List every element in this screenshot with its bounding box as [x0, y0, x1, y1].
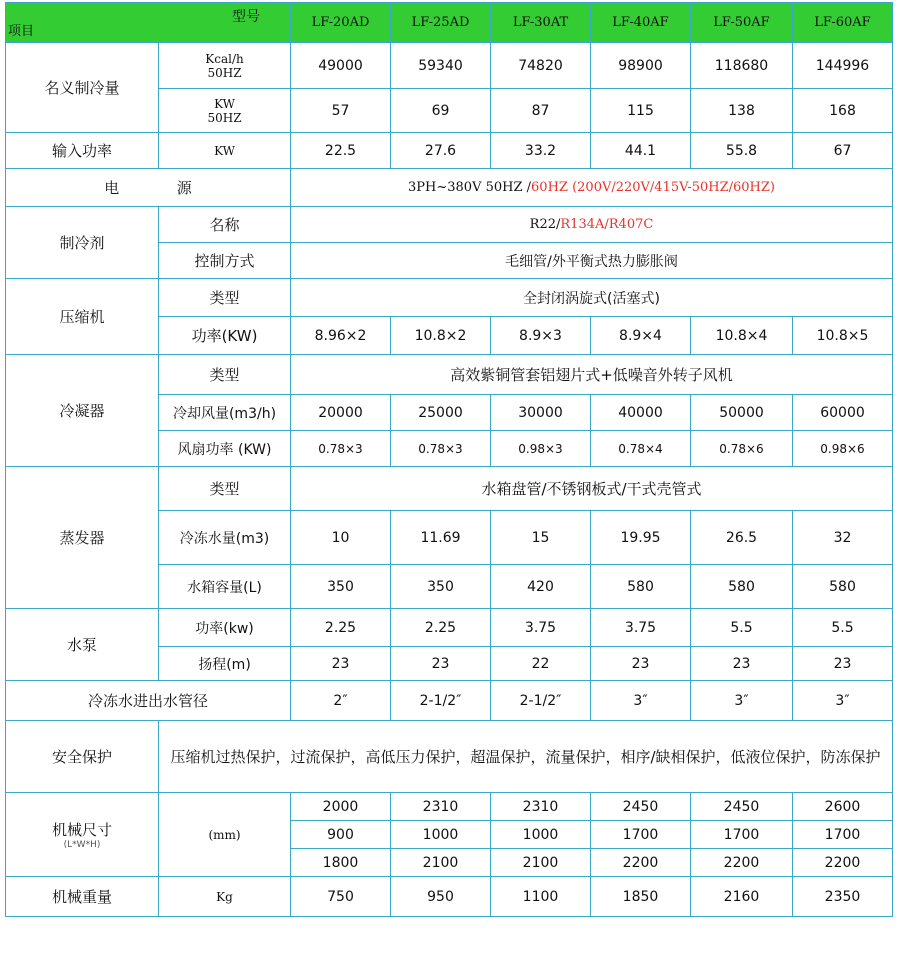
header-corner	[6, 3, 291, 43]
evaporator-type-value: 水箱盘管/不锈钢板式/干式壳管式	[291, 467, 893, 511]
value-cell: 23	[291, 647, 391, 681]
weight-label: 机械重量	[6, 877, 159, 917]
value-cell: 55.8	[691, 133, 793, 169]
value-cell: 22.5	[291, 133, 391, 169]
safety-value: 压缩机过热保护，过流保护，高低压力保护，超温保护，流量保护，相序/缺相保护，低液位保护，防冻保护	[159, 721, 893, 793]
value-cell: 580	[691, 565, 793, 609]
dimensions-label	[6, 793, 159, 877]
value-cell: 27.6	[391, 133, 491, 169]
compressor-type-row	[6, 279, 893, 317]
safety-row	[6, 721, 893, 793]
tank-capacity-label: 水箱容量(L)	[159, 565, 291, 609]
value-cell: 1100	[491, 877, 591, 917]
control-method-value: 毛细管/外平衡式热力膨胀阀	[291, 243, 893, 279]
item-label: 项目	[8, 24, 35, 39]
value-cell: 144996	[793, 43, 893, 89]
pump-label: 水泵	[6, 609, 159, 681]
value-cell: 2000	[291, 793, 391, 821]
model-cell: LF-40AF	[591, 3, 691, 43]
value-cell: 168	[793, 89, 893, 133]
value-cell: 74820	[491, 43, 591, 89]
value-cell: 67	[793, 133, 893, 169]
value-cell: 23	[793, 647, 893, 681]
refrigerant-name-value	[291, 207, 893, 243]
value-cell: 1700	[691, 821, 793, 849]
value-cell: 2.25	[391, 609, 491, 647]
compressor-type-label: 类型	[159, 279, 291, 317]
condenser-type-value: 高效紫铜管套铝翅片式+低噪音外转子风机	[291, 355, 893, 395]
value-cell: 580	[793, 565, 893, 609]
cooling-row-kcal	[6, 43, 893, 89]
input-power-row	[6, 133, 893, 169]
header-row	[6, 3, 893, 43]
value-cell: 2200	[591, 849, 691, 877]
evaporator-label: 蒸发器	[6, 467, 159, 609]
value-cell: 750	[291, 877, 391, 917]
value-cell: 350	[291, 565, 391, 609]
value-cell: 87	[491, 89, 591, 133]
value-cell: 2350	[793, 877, 893, 917]
model-cell: LF-50AF	[691, 3, 793, 43]
value-cell: 2100	[491, 849, 591, 877]
value-cell: 2-1/2″	[491, 681, 591, 721]
dimensions-title: 机械尺寸	[51, 820, 112, 839]
value-cell: 30000	[491, 395, 591, 431]
value-cell: 2310	[491, 793, 591, 821]
model-cell: LF-20AD	[291, 3, 391, 43]
value-cell: 59340	[391, 43, 491, 89]
cooling-unit-kw	[159, 89, 291, 133]
value-cell: 10.8×4	[691, 317, 793, 355]
evaporator-type-label: 类型	[159, 467, 291, 511]
condenser-label: 冷凝器	[6, 355, 159, 467]
value-cell: 1700	[591, 821, 691, 849]
value-cell: 50000	[691, 395, 793, 431]
value-cell: 1000	[391, 821, 491, 849]
value-cell: 2200	[793, 849, 893, 877]
value-cell: 10	[291, 511, 391, 565]
compressor-type-value: 全封闭涡旋式(活塞式)	[291, 279, 893, 317]
power-supply-row	[6, 169, 893, 207]
value-cell: 2310	[391, 793, 491, 821]
value-cell: 3.75	[491, 609, 591, 647]
value-cell: 0.78×3	[291, 431, 391, 467]
value-cell: 69	[391, 89, 491, 133]
value-cell: 1800	[291, 849, 391, 877]
value-cell: 2450	[691, 793, 793, 821]
fan-power-label: 风扇功率 (KW)	[159, 431, 291, 467]
value-cell: 10.8×2	[391, 317, 491, 355]
value-cell: 3″	[691, 681, 793, 721]
value-cell: 2600	[793, 793, 893, 821]
refrigerant-options: R134A/R407C	[560, 217, 654, 232]
model-cell: LF-30AT	[491, 3, 591, 43]
control-method-label: 控制方式	[159, 243, 291, 279]
condenser-type-row	[6, 355, 893, 395]
dimensions-unit: (mm)	[159, 793, 291, 877]
input-power-label: 输入功率	[6, 133, 159, 169]
power-supply-value	[291, 169, 893, 207]
value-cell: 8.9×4	[591, 317, 691, 355]
dimensions-length-row	[6, 793, 893, 821]
value-cell: 19.95	[591, 511, 691, 565]
power-supply-options: 60HZ (200V/220V/415V-50HZ/60HZ)	[531, 180, 775, 195]
power-supply-label-a: 电	[104, 179, 120, 197]
power-supply-label-b: 源	[176, 179, 192, 197]
value-cell: 2.25	[291, 609, 391, 647]
pump-power-row	[6, 609, 893, 647]
value-cell: 3.75	[591, 609, 691, 647]
refrigerant-label: 制冷剂	[6, 207, 159, 279]
unit-text: Kcal/h	[205, 51, 244, 66]
value-cell: 20000	[291, 395, 391, 431]
value-cell: 60000	[793, 395, 893, 431]
chilled-water-label: 冷冻水量(m3)	[159, 511, 291, 565]
pipe-row	[6, 681, 893, 721]
compressor-power-label: 功率(KW)	[159, 317, 291, 355]
value-cell: 118680	[691, 43, 793, 89]
value-cell: 15	[491, 511, 591, 565]
value-cell: 23	[391, 647, 491, 681]
value-cell: 40000	[591, 395, 691, 431]
input-power-unit: KW	[159, 133, 291, 169]
value-cell: 33.2	[491, 133, 591, 169]
value-cell: 23	[691, 647, 793, 681]
unit-hz: 50HZ	[207, 110, 242, 125]
value-cell: 5.5	[691, 609, 793, 647]
value-cell: 1850	[591, 877, 691, 917]
value-cell: 0.98×6	[793, 431, 893, 467]
safety-label: 安全保护	[6, 721, 159, 793]
value-cell: 3″	[793, 681, 893, 721]
pump-head-label: 扬程(m)	[159, 647, 291, 681]
value-cell: 5.5	[793, 609, 893, 647]
value-cell: 138	[691, 89, 793, 133]
unit-text: KW	[214, 96, 235, 111]
value-cell: 8.96×2	[291, 317, 391, 355]
value-cell: 0.78×4	[591, 431, 691, 467]
power-supply-label	[6, 169, 291, 207]
value-cell: 0.78×3	[391, 431, 491, 467]
value-cell: 2100	[391, 849, 491, 877]
value-cell: 23	[591, 647, 691, 681]
cooling-label: 名义制冷量	[6, 43, 159, 133]
value-cell: 115	[591, 89, 691, 133]
condenser-type-label: 类型	[159, 355, 291, 395]
cooling-unit-kcal	[159, 43, 291, 89]
value-cell: 26.5	[691, 511, 793, 565]
value-cell: 0.78×6	[691, 431, 793, 467]
refrigerant-main: R22/	[529, 217, 561, 232]
refrigerant-name-label: 名称	[159, 207, 291, 243]
spec-table	[5, 2, 893, 917]
pipe-label: 冷冻水进出水管径	[6, 681, 291, 721]
value-cell: 44.1	[591, 133, 691, 169]
value-cell: 98900	[591, 43, 691, 89]
value-cell: 2450	[591, 793, 691, 821]
value-cell: 10.8×5	[793, 317, 893, 355]
value-cell: 22	[491, 647, 591, 681]
value-cell: 2200	[691, 849, 793, 877]
value-cell: 49000	[291, 43, 391, 89]
value-cell: 900	[291, 821, 391, 849]
value-cell: 0.98×3	[491, 431, 591, 467]
value-cell: 350	[391, 565, 491, 609]
compressor-label: 压缩机	[6, 279, 159, 355]
value-cell: 2″	[291, 681, 391, 721]
power-supply-main: 3PH~380V 50HZ /	[408, 180, 532, 195]
value-cell: 2160	[691, 877, 793, 917]
airflow-label: 冷却风量(m3/h)	[159, 395, 291, 431]
model-label: 型号	[232, 9, 260, 25]
value-cell: 32	[793, 511, 893, 565]
value-cell: 57	[291, 89, 391, 133]
model-cell: LF-25AD	[391, 3, 491, 43]
value-cell: 3″	[591, 681, 691, 721]
value-cell: 420	[491, 565, 591, 609]
value-cell: 11.69	[391, 511, 491, 565]
unit-hz: 50HZ	[207, 65, 242, 80]
value-cell: 580	[591, 565, 691, 609]
value-cell: 8.9×3	[491, 317, 591, 355]
weight-row	[6, 877, 893, 917]
pump-power-label: 功率(kw)	[159, 609, 291, 647]
value-cell: 2-1/2″	[391, 681, 491, 721]
value-cell: 1000	[491, 821, 591, 849]
value-cell: 25000	[391, 395, 491, 431]
value-cell: 1700	[793, 821, 893, 849]
model-cell: LF-60AF	[793, 3, 893, 43]
evaporator-type-row	[6, 467, 893, 511]
refrigerant-name-row	[6, 207, 893, 243]
weight-unit: Kg	[159, 877, 291, 917]
value-cell: 950	[391, 877, 491, 917]
dimensions-note: (L*W*H)	[63, 839, 101, 850]
